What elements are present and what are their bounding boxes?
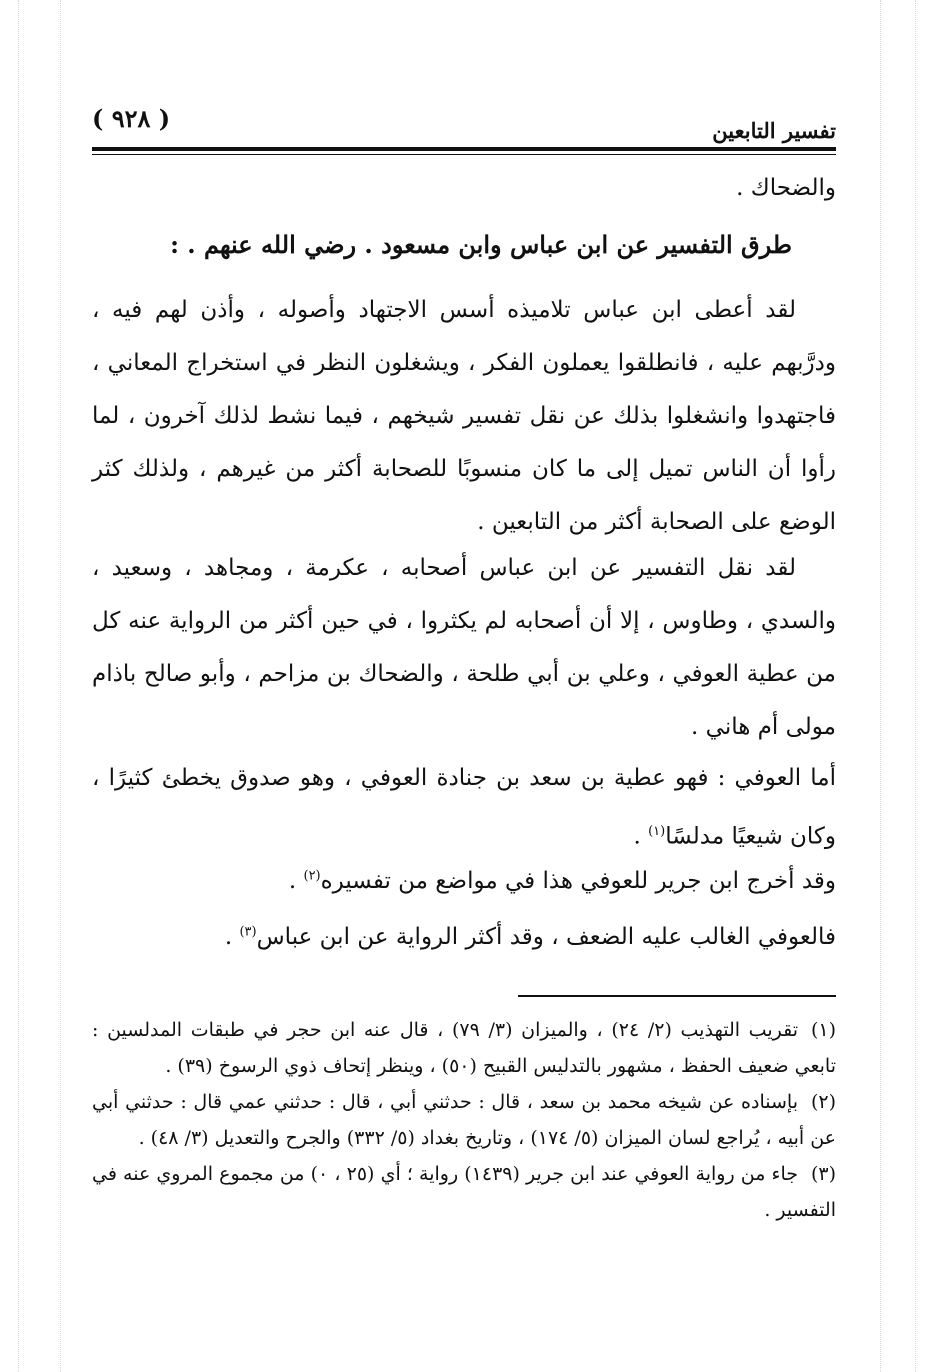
footnote-marker: (٢) [303,868,321,884]
paragraph-2: لقد نقل التفسير عن ابن عباس أصحابه ، عكرمة ، ومجاهد ، وسعيد ، والسدي ، وطاوس ، إلا أن أصحابه لم يكثروا ، في حين أكثر من الرواية عنه كل من عطية العوفي ، وعلي بن أبي طلحة ، والضحاك بن مزاحم ، وأبو صالح باذام مولى أم هاني . [92,555,836,740]
paragraph-3-text: أما العوفي : فهو عطية بن سعد بن جنادة العوفي ، وهو صدوق يخطئ كثيرًا ، وكان شيعيًا مدلسًا [92,765,836,850]
line-4 [289,868,836,894]
line-5-end: . [224,924,240,950]
page-number: ( ٩٢٨ ) [92,104,171,133]
section-heading: طرق التفسير عن ابن عباس وابن مسعود . رضي الله عنهم . : [170,230,792,259]
header-rule-thin [92,154,836,155]
line-4-text: وقد أخرج ابن جرير للعوفي هذا في مواضع من تفسيره [320,868,836,894]
line-5 [225,924,836,950]
paragraph-3 [92,752,836,864]
footnote-text: بإسناده عن شيخه محمد بن سعد ، قال : حدثني أبي ، قال : حدثني عمي قال : حدثني أبي عن أبيه ، يُراجع لسان الميزان (٥/ ١٧٤) ، وتاريخ بغداد (٥/ ٣٣٢) والجرح والتعديل (٣/ ٤٨) . [92,1091,836,1149]
line-4-end: . [288,868,304,894]
footnote-number: (١) [810,1019,836,1041]
line-5-text: فالعوفي الغالب عليه الضعف ، وقد أكثر الرواية عن ابن عباس [256,924,836,950]
paragraph-1: لقد أعطى ابن عباس تلاميذه أسس الاجتهاد وأصوله ، وأذن لهم فيه ، ودرَّبهم عليه ، فانطلقوا يعملون الفكر ، ويشغلون النظر في استخراج المعاني ، فاجتهدوا وانشغلوا بذلك عن نقل تفسير شيخهم ، فيما نشط لذلك آخرون ، لما رأوا أن الناس تميل إلى ما كان منسوبًا للصحابة أكثر من غيرهم ، ولذلك كثر الوضع على الصحابة أكثر من التابعين . [92,297,836,535]
header-rule [92,147,836,151]
page-header [92,100,836,148]
scan-guide [60,0,61,1372]
footnote-number: (٣) [810,1163,837,1185]
scan-guide [18,0,19,1372]
footnote-1 [92,1012,836,1084]
footnote-marker: (١) [648,824,666,839]
footnote-text: جاء من رواية العوفي عند ابن جرير (١٤٣٩) رواية ؛ أي (٢٥ ، ٠) من مجموع المروي عنه في التفسير . [92,1163,836,1221]
footnote-text: تقريب التهذيب (٢/ ٢٤) ، والميزان (٣/ ٧٩) ، قال عنه ابن حجر في طبقات المدلسين : تابعي ضعيف الحفظ ، مشهور بالتدليس القبيح (٥٠) ، وينظر إتحاف ذوي الرسوخ (٣٩) . [92,1019,836,1077]
opening-line: والضحاك . [736,175,836,201]
footnote-3 [92,1156,836,1228]
paragraph-3-end: . [633,823,649,850]
scan-guide [880,0,881,1372]
footnote-separator [518,995,836,997]
footnote-marker: (٣) [239,924,257,940]
scan-guide [915,0,916,1372]
footnote-2 [92,1084,836,1156]
running-title: تفسير التابعين [712,118,836,143]
footnote-number: (٢) [810,1091,836,1113]
